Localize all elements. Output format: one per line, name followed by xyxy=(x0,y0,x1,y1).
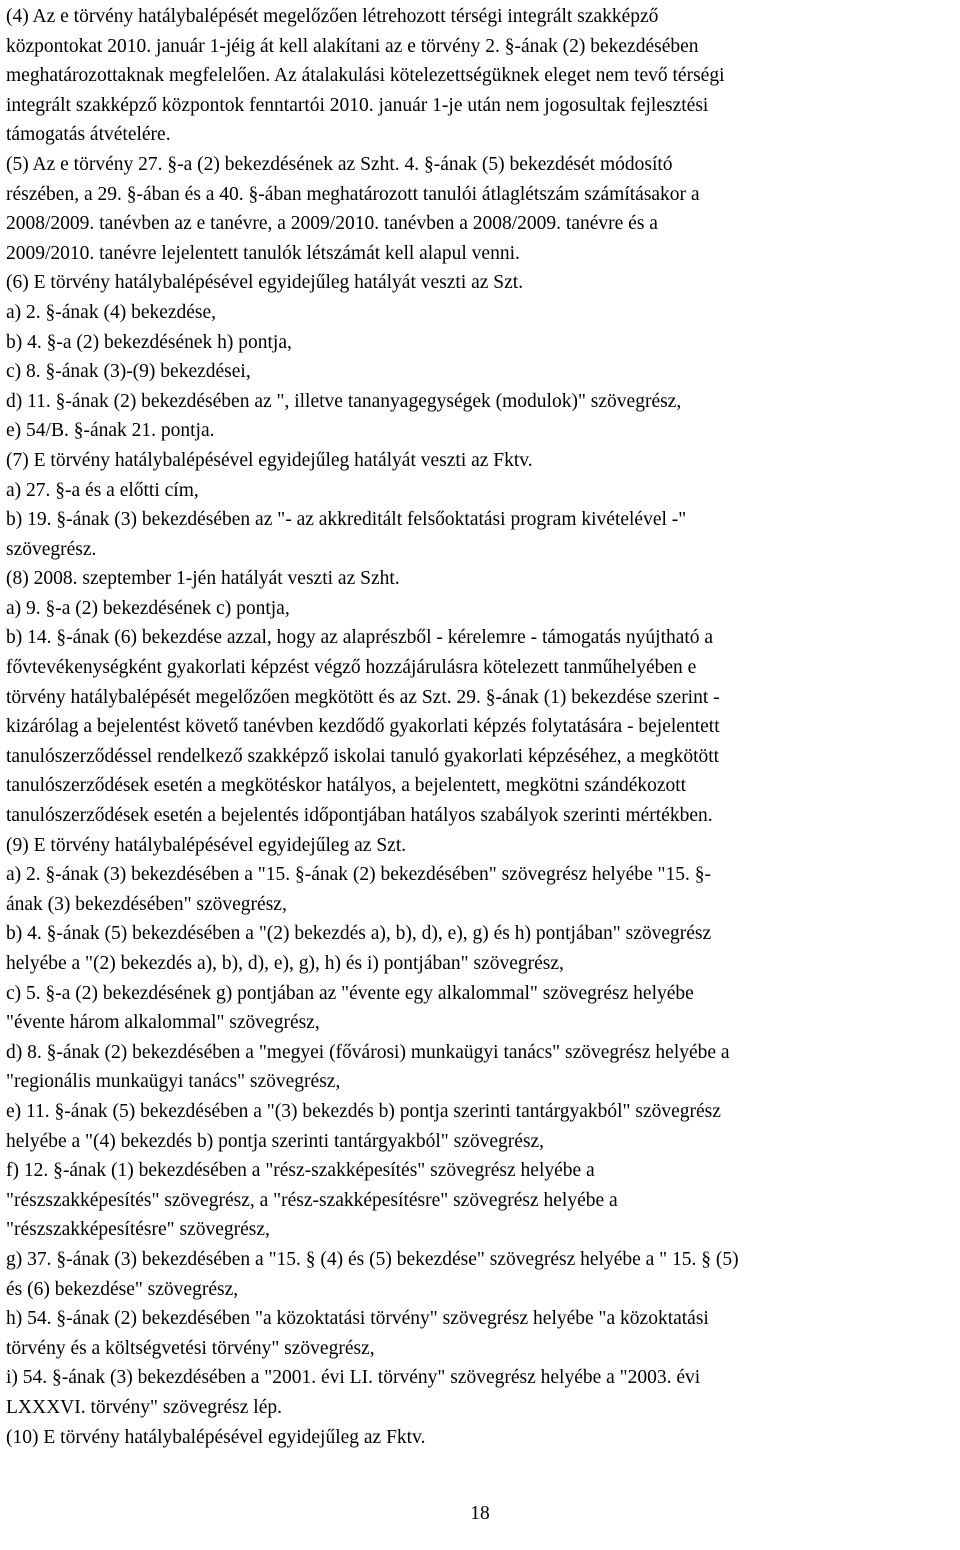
text-line: c) 8. §-ának (3)-(9) bekezdései, xyxy=(6,361,251,383)
text-line: a) 27. §-a és a előtti cím, xyxy=(6,479,199,501)
text-line: (5) Az e törvény 27. §-a (2) bekezdésének az Szht. 4. §-ának (5) bekezdését módosító xyxy=(6,153,673,175)
text-line: helyébe a "(4) bekezdés b) pontja szerinti tantárgyakból" szövegrész, xyxy=(6,1130,545,1152)
page-number: 18 xyxy=(470,1503,490,1524)
text-line: 2009/2010. tanévre lejelentett tanulók létszámát kell alapul venni. xyxy=(6,242,520,264)
text-line: támogatás átvételére. xyxy=(6,124,171,146)
text-line: b) 14. §-ának (6) bekezdése azzal, hogy az alaprészből - kérelemre - támogatás nyújtható a xyxy=(6,627,714,649)
text-line: és (6) bekezdése" szövegrész, xyxy=(6,1278,239,1300)
text-line: részében, a 29. §-ában és a 40. §-ában meghatározott tanulói átlaglétszám számításakor a xyxy=(6,183,700,205)
text-line: "regionális munkaügyi tanács" szövegrész, xyxy=(6,1071,341,1093)
text-line: "részszakképesítésre" szövegrész, xyxy=(6,1219,270,1241)
text-line: (7) E törvény hatálybalépésével egyidejűleg hatályát veszti az Fktv. xyxy=(6,449,533,471)
text-line: (8) 2008. szeptember 1-jén hatályát veszti az Szht. xyxy=(6,568,400,590)
text-line: a) 2. §-ának (4) bekezdése, xyxy=(6,301,217,323)
text-line: törvény hatálybalépését megelőzően megkötött és az Szt. 29. §-ának (1) bekezdése szerint - xyxy=(6,686,720,708)
text-line: ának (3) bekezdésében" szövegrész, xyxy=(6,893,287,915)
text-line: f) 12. §-ának (1) bekezdésében a "rész-szakképesítés" szövegrész helyébe a xyxy=(6,1160,595,1182)
text-line: (9) E törvény hatálybalépésével egyidejűleg az Szt. xyxy=(6,834,407,856)
text-line: e) 54/B. §-ának 21. pontja. xyxy=(6,420,215,442)
text-line: tanulószerződéssel rendelkező szakképző iskolai tanuló gyakorlati képzéséhez, a megkötött xyxy=(6,745,720,767)
text-line: d) 11. §-ának (2) bekezdésében az ", illetve tananyagegységek (modulok)" szövegrész, xyxy=(6,390,682,412)
text-line: d) 8. §-ának (2) bekezdésében a "megyei (fővárosi) munkaügyi tanács" szövegrész helyébe a xyxy=(6,1041,730,1063)
text-line: (10) E törvény hatálybalépésével egyidejűleg az Fktv. xyxy=(6,1426,426,1448)
text-line: "évente három alkalommal" szövegrész, xyxy=(6,1012,320,1034)
text-line: e) 11. §-ának (5) bekezdésében a "(3) bekezdés b) pontja szerinti tantárgyakból" szövegrész xyxy=(6,1100,721,1122)
text-line: b) 4. §-ának (5) bekezdésében a "(2) bekezdés a), b), d), e), g) és h) pontjában" szövegrész xyxy=(6,923,712,945)
text-line: (4) Az e törvény hatálybalépését megelőzően létrehozott térségi integrált szakképző xyxy=(6,6,659,27)
text-line: integrált szakképző központok fenntartói 2010. január 1-je után nem jogosultak fejlesztési xyxy=(6,94,709,116)
text-line: b) 19. §-ának (3) bekezdésében az "- az akkreditált felsőoktatási program kivételével -" xyxy=(6,509,687,531)
text-line: a) 2. §-ának (3) bekezdésében a "15. §-ának (2) bekezdésében" szövegrész helyébe "15. §- xyxy=(6,864,711,886)
text-line: h) 54. §-ának (2) bekezdésében "a közoktatási törvény" szövegrész helyébe "a közoktatási xyxy=(6,1308,709,1330)
text-line: tanulószerződések esetén a megkötéskor hatályos, a bejelentett, megkötni szándékozott xyxy=(6,775,687,797)
text-line: a) 9. §-a (2) bekezdésének c) pontja, xyxy=(6,597,290,619)
text-line: i) 54. §-ának (3) bekezdésében a "2001. évi LI. törvény" szövegrész helyébe a "2003. évi xyxy=(6,1367,701,1389)
text-line: b) 4. §-a (2) bekezdésének h) pontja, xyxy=(6,331,292,353)
text-line: 2008/2009. tanévben az e tanévre, a 2009/2010. tanévben a 2008/2009. tanévre és a xyxy=(6,213,658,235)
text-line: szövegrész. xyxy=(6,538,97,560)
text-line: fővtevékenységként gyakorlati képzést végző hozzájárulásra kötelezett tanműhelyében e xyxy=(6,657,697,679)
text-line: központokat 2010. január 1-jéig át kell alakítani az e törvény 2. §-ának (2) bekezdésében xyxy=(6,35,699,57)
text-line: kizárólag a bejelentést követő tanévben kezdődő gyakorlati képzés folytatására - bejelentett xyxy=(6,716,720,738)
document-body xyxy=(6,2,958,1452)
text-line: LXXXVI. törvény" szövegrész lép. xyxy=(6,1396,282,1418)
text-line: helyébe a "(2) bekezdés a), b), d), e), g), h) és i) pontjában" szövegrész, xyxy=(6,953,564,974)
text-line: (6) E törvény hatálybalépésével egyidejűleg hatályát veszti az Szt. xyxy=(6,272,524,294)
text-line: c) 5. §-a (2) bekezdésének g) pontjában az "évente egy alkalommal" szövegrész helyébe xyxy=(6,982,694,1004)
text-line: törvény és a költségvetési törvény" szövegrész, xyxy=(6,1337,375,1359)
text-line: g) 37. §-ának (3) bekezdésében a "15. § (4) és (5) bekezdése" szövegrész helyébe a " 15. § (5) xyxy=(6,1248,739,1270)
text-line: tanulószerződések esetén a bejelentés időpontjában hatályos szabályok szerinti mértékben. xyxy=(6,805,713,827)
text-line: meghatározottaknak megfelelően. Az átalakulási kötelezettségüknek eleget nem tevő térségi xyxy=(6,65,725,87)
text-line: "részszakképesítés" szövegrész, a "rész-szakképesítésre" szövegrész helyébe a xyxy=(6,1189,618,1211)
